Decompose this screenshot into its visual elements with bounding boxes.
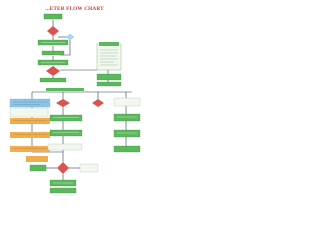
decision-diamond-blue [66, 34, 74, 40]
decision-diamond-2 [46, 66, 60, 76]
bottom-left-box [30, 165, 46, 171]
col3-decision [92, 99, 104, 107]
right-lower-box-2 [97, 82, 121, 86]
col1-box-orange-4 [26, 156, 48, 162]
col2-box-2 [50, 130, 82, 136]
col2-decision [56, 99, 70, 107]
right-panel-box [97, 44, 121, 70]
col1-box-orange-2 [10, 132, 50, 138]
branch-banner [46, 88, 84, 91]
col1-box-orange-1 [10, 118, 50, 124]
col1-box-orange-3 [10, 146, 50, 152]
bottom-decision [57, 162, 69, 174]
process-box-2 [42, 51, 64, 55]
col4-box-1 [114, 98, 140, 106]
col4-box-4 [114, 146, 140, 152]
col1-box-light [10, 108, 48, 117]
bottom-box-2 [50, 188, 76, 193]
process-box-4 [40, 78, 66, 82]
col4-box-2 [114, 114, 140, 121]
bottom-right-box [80, 164, 98, 172]
col2-box-1 [50, 115, 82, 121]
decision-diamond-1 [47, 26, 59, 36]
col2-box-3 [48, 144, 82, 150]
right-lower-box [97, 74, 121, 80]
page-title: ...ETER FLOW CHART [45, 6, 104, 12]
flowchart-canvas [0, 0, 149, 198]
col4-box-3 [114, 130, 140, 137]
col1-box-blue [10, 99, 50, 107]
orange-text-lines [13, 121, 47, 149]
start-box [44, 14, 62, 19]
right-header-box [99, 42, 119, 46]
